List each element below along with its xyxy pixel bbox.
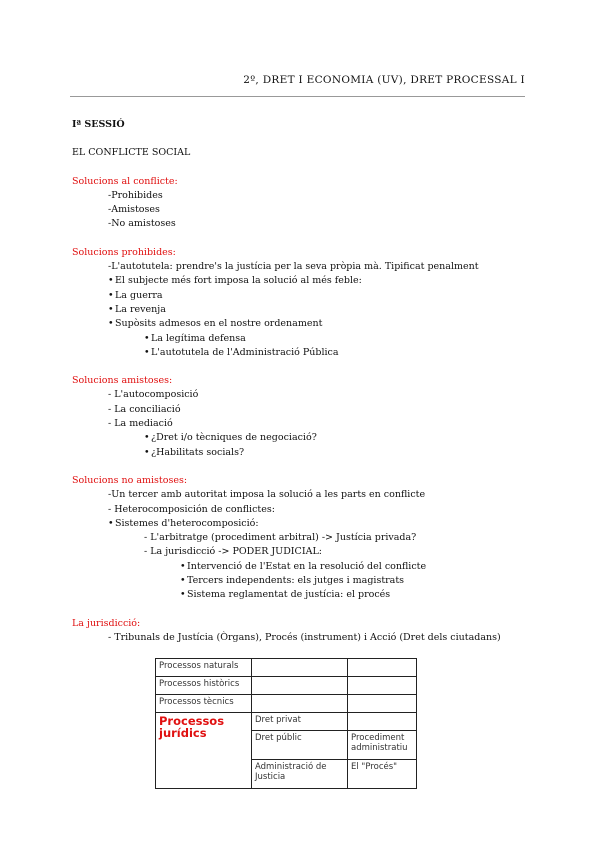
list-item: -Prohibides	[108, 189, 163, 201]
section-heading-jurisdiccio: La jurisdicció:	[72, 617, 141, 629]
table-cell: Procediment administratiu	[348, 731, 417, 760]
table-cell	[348, 713, 417, 731]
table-cell	[348, 659, 417, 677]
page-header: 2º, DRET I ECONOMIA (UV), DRET PROCESSAL I	[243, 74, 525, 86]
juridics-label: Processos jurídics	[159, 714, 225, 740]
sub-bullet-item: • L'autotutela de l'Administració Pública	[72, 346, 532, 360]
sub-bullet-item: • Intervenció de l'Estat en la resolució del conflicte	[72, 560, 532, 574]
table-cell	[252, 695, 348, 713]
list-item: - La conciliació	[108, 403, 181, 415]
section-heading-prohibides: Solucions prohibides:	[72, 246, 176, 258]
section-heading-solucions: Solucions al conflicte:	[72, 175, 178, 187]
process-table	[155, 658, 417, 789]
table-row	[156, 677, 417, 695]
list-item: -Amistoses	[108, 204, 160, 216]
list-item: - L'arbitratge (procediment arbitral) -> Justícia privada?	[144, 532, 417, 544]
table-cell: Dret públic	[252, 731, 348, 760]
table-cell	[252, 677, 348, 695]
table-cell	[348, 677, 417, 695]
section-heading-amistoses: Solucions amistoses:	[72, 375, 173, 387]
bullet-item: • Sistemes d'heterocomposició:	[72, 517, 532, 531]
list-item: - La mediació	[108, 418, 173, 430]
sub-bullet-item: • Tercers independents: els jutges i magistrats	[72, 574, 532, 588]
sub-bullet-item: • La legítima defensa	[72, 332, 532, 346]
table-cell	[252, 659, 348, 677]
sub-bullet-item: • ¿Dret i/o tècniques de negociació?	[72, 431, 532, 445]
list-item: -Un tercer amb autoritat imposa la solució a les parts en conflicte	[108, 489, 426, 501]
list-item: - Tribunals de Justícia (Òrgans), Procés (instrument) i Acció (Dret dels ciutadans)	[108, 631, 501, 643]
section-heading-no-amistoses: Solucions no amistoses:	[72, 474, 188, 486]
session-title: Iª SESSIÓ	[72, 119, 125, 130]
bullet-item: • La revenja	[72, 303, 532, 317]
bullet-item: • La guerra	[72, 289, 532, 303]
table-cell	[348, 695, 417, 713]
list-item: - La jurisdicció -> PODER JUDICIAL:	[144, 546, 322, 558]
table-cell: Processos històrics	[156, 677, 252, 695]
header-divider	[70, 96, 525, 97]
list-item: -L'autotutela: prendre's la justícia per la seva pròpia mà. Tipificat penalment	[108, 261, 479, 273]
table-cell: El "Procés"	[348, 760, 417, 789]
topic-title: EL CONFLICTE SOCIAL	[72, 147, 191, 159]
table-cell: Dret privat	[252, 713, 348, 731]
table-cell: Administració de Justicia	[252, 760, 348, 789]
list-item: - Heterocomposición de conflictes:	[108, 503, 275, 515]
table-cell-juridics	[156, 713, 252, 789]
bullet-item: • El subjecte més fort imposa la solució al més feble:	[72, 274, 532, 288]
list-item: -No amistoses	[108, 218, 176, 230]
sub-bullet-item: • Sistema reglamentat de justícia: el procés	[72, 588, 532, 602]
table-row	[156, 713, 417, 731]
table-row	[156, 695, 417, 713]
document-body	[72, 118, 532, 645]
list-item: - L'autocomposició	[108, 389, 199, 401]
table-cell: Processos tècnics	[156, 695, 252, 713]
table-cell: Processos naturals	[156, 659, 252, 677]
sub-bullet-item: • ¿Habilitats socials?	[72, 446, 532, 460]
bullet-item: • Supòsits admesos en el nostre ordenament	[72, 317, 532, 331]
table-row	[156, 659, 417, 677]
